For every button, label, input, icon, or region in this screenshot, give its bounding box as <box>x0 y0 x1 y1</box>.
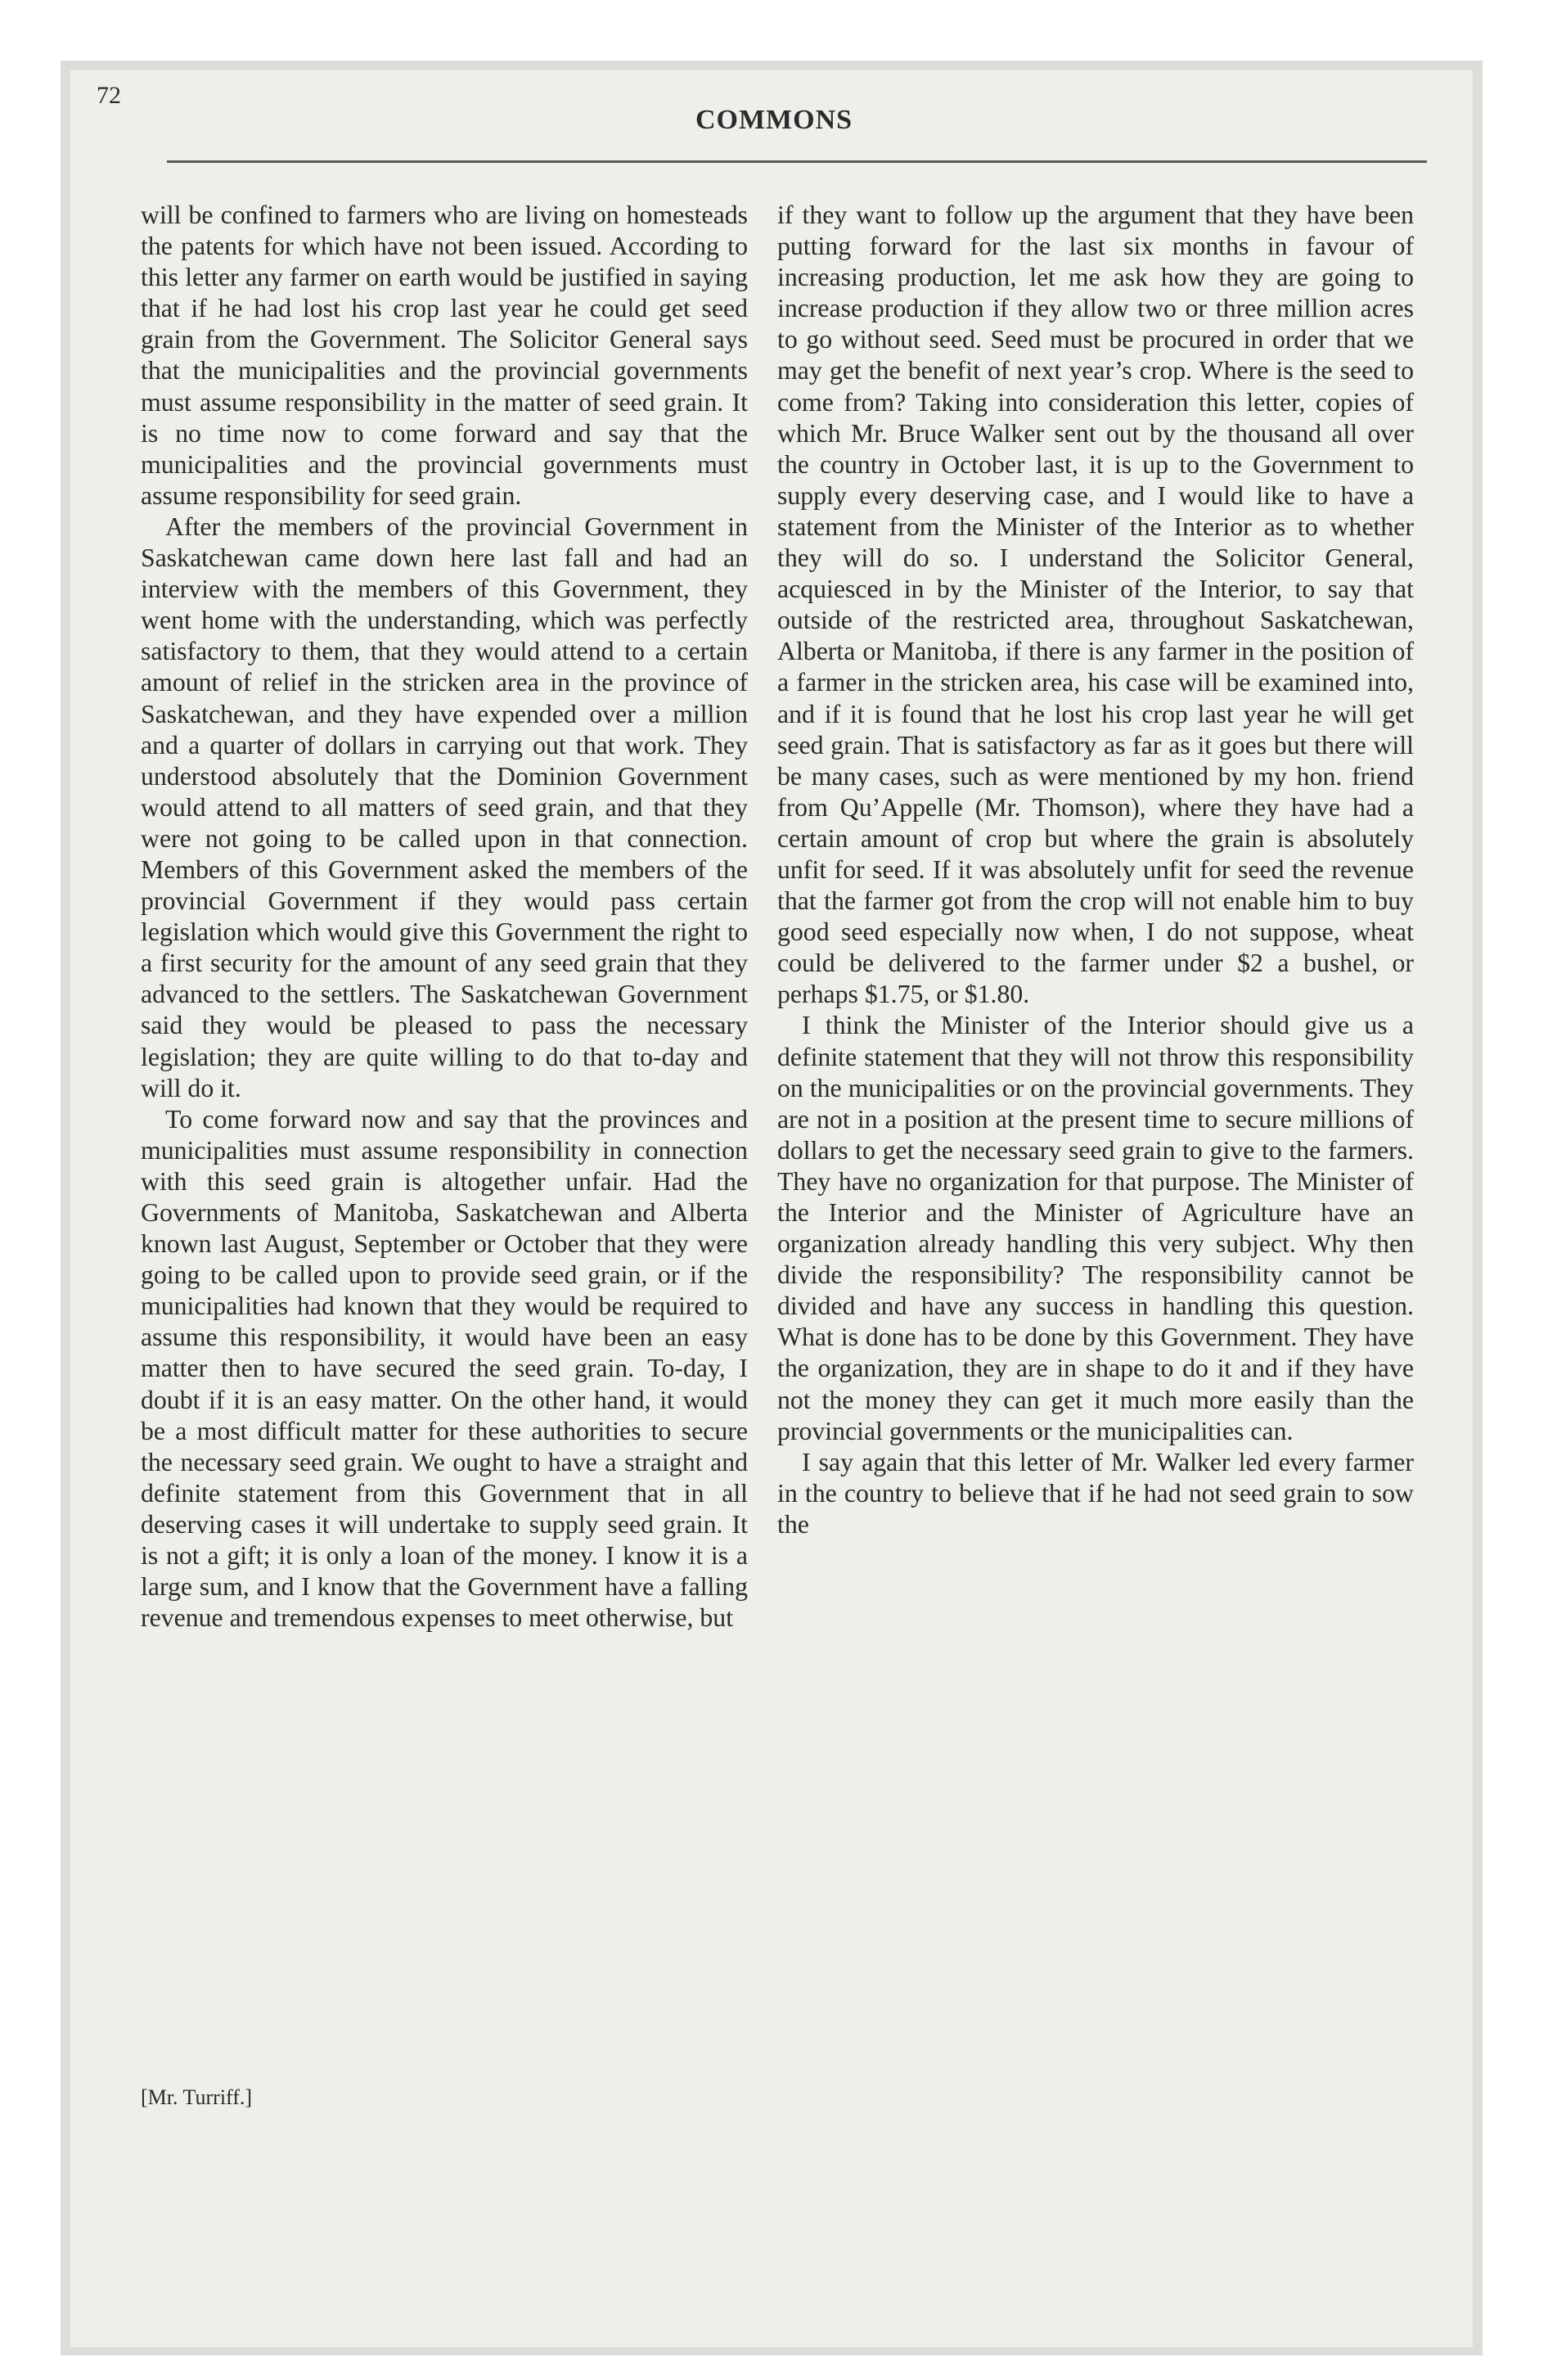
speaker-credit: [Mr. Turriff.] <box>141 2085 253 2109</box>
running-title: COMMONS <box>695 105 853 135</box>
header-rule <box>167 160 1427 163</box>
left-paragraph-3: To come forward now and say that the provinces and municipalities must assume responsibility in connection with this seed grain is altogether unfair. Had the Governments of Manitoba, Saskatchewan and Alberta known last August, September or October that they were going to be called upon to provide seed grain, or if the municipalities had known that they would be required to assume this responsibility, it would have been an easy matter then to have secured the seed grain. To-day, I doubt if it is an easy matter. On the other hand, it would be a most difficult matter for these authorities to secure the necessary seed grain. We ought to have a straight and definite statement from this Government that in all deserving cases it will undertake to supply seed grain. It is not a gift; it is only a loan of the money. I know it is a large sum, and I know that the Government have a falling revenue and tremendous expenses to meet otherwise, but <box>141 1104 748 1633</box>
right-paragraph-2: I think the Minister of the Interior should give us a definite statement that they will not throw this responsibility on the municipalities or on the provincial governments. They are not in a position at the present time to secure millions of dollars to get the necessary seed grain to give to the farmers. They have no organization for that purpose. The Minister of the Interior and the Minister of Agriculture have an organization already handling this very subject. Why then divide the responsibility? The responsibility cannot be divided and have any success in handling this question. What is done has to be done by this Government. They have the organization, they are in shape to do it and if they have not the money they can get it much more easily than the provincial governments or the municipalities can. <box>777 1011 1414 1445</box>
left-paragraph-2: After the members of the provincial Government in Saskatchewan came down here last fall and had an interview with the members of this Government, they went home with the understanding, which was perfectly satisfactory to them, that they would attend to a certain amount of relief in the stricken area in the province of Saskatchewan, and they have expended over a million and a quarter of dollars in carrying out that work. They understood absolutely that the Dominion Government would attend to all matters of seed grain, and that they were not going to be called upon in that connection. Members of this Government asked the members of the provincial Government if they would pass certain legislation which would give this Government the right to a first security for the amount of any seed grain that they advanced to the settlers. The Saskatchewan Government said they would be pleased to pass the necessary legislation; they are quite willing to do that to-day and will do it. <box>141 512 748 1102</box>
right-column <box>777 200 1414 1540</box>
left-column <box>141 200 748 1634</box>
page-number: 72 <box>97 82 121 109</box>
left-paragraph-1: will be confined to farmers who are living on homesteads the patents for which have not been issued. According to this letter any farmer on earth would be justified in saying that if he had lost his crop last year he could get seed grain from the Government. The Solicitor General says that the municipalities and the provincial governments must assume responsibility in the matter of seed grain. It is no time now to come forward and say that the municipalities and the provincial governments must assume responsibility for seed grain. <box>141 201 748 510</box>
right-paragraph-1: if they want to follow up the argument that they have been putting forward for the last six months in favour of increasing production, let me ask how they are going to increase production if they allow two or three million acres to go without seed. Seed must be procured in order that we may get the benefit of next year’s crop. Where is the seed to come from? Taking into consideration this letter, copies of which Mr. Bruce Walker sent out by the thousand all over the country in October last, it is up to the Government to supply every deserving case, and I would like to have a statement from the Minister of the Interior as to whether they will do so. I understand the Solicitor General, acquiesced in by the Minister of the Interior, to say that outside of the restricted area, throughout Saskatchewan, Alberta or Manitoba, if there is any farmer in the position of a farmer in the stricken area, his case will be examined into, and if it is found that he lost his crop last year he will get seed grain. That is satisfactory as far as it goes but there will be many cases, such as were mentioned by my hon. friend from Qu’Appelle (Mr. Thomson), where they have had a certain amount of crop but where the grain is absolutely unfit for seed. If it was absolutely unfit for seed the revenue that the farmer got from the crop will not enable him to buy good seed especially now when, I do not suppose, wheat could be delivered to the farmer under $2 a bushel, or perhaps $1.75, or $1.80. <box>777 201 1414 1009</box>
right-paragraph-3: I say again that this letter of Mr. Walker led every farmer in the country to believe that if he had not seed grain to sow the <box>777 1447 1414 1539</box>
